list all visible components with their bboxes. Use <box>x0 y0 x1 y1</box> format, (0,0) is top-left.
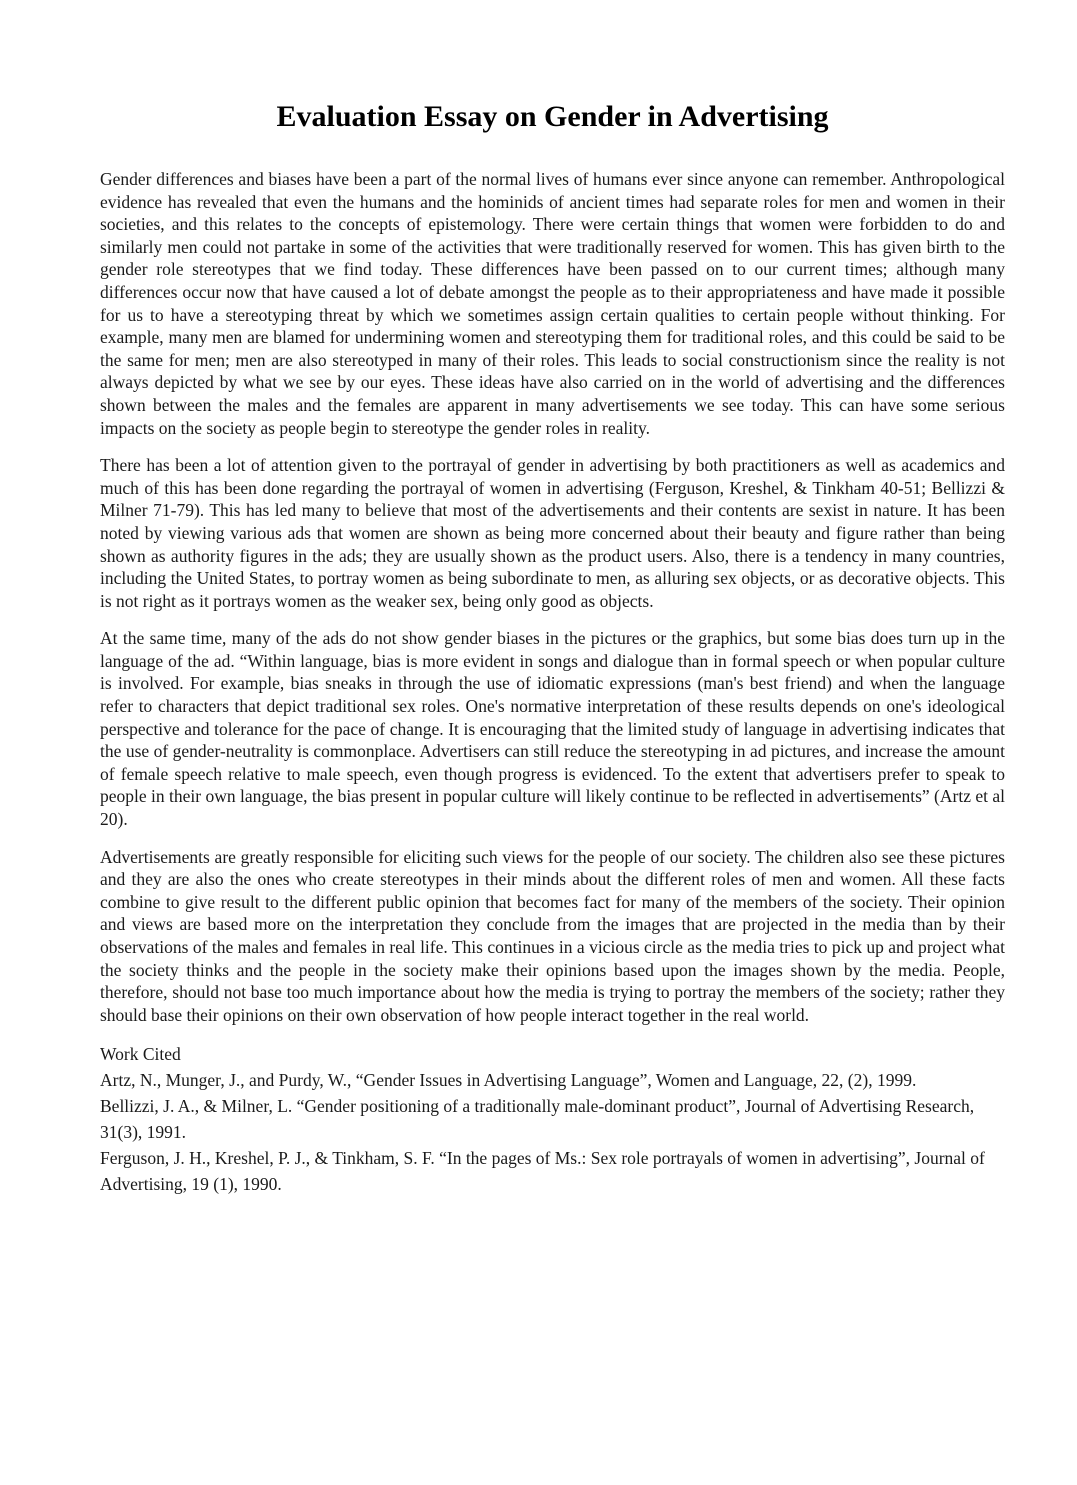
work-cited-entry-artz: Artz, N., Munger, J., and Purdy, W., “Gender Issues in Advertising Language”, Women and Language, 22, (2), 1999. <box>100 1070 917 1091</box>
essay-title: Evaluation Essay on Gender in Advertising <box>276 100 829 133</box>
work-cited-entry-ferguson: Ferguson, J. H., Kreshel, P. J., & Tinkham, S. F. “In the pages of Ms.: Sex role portrayals of women in advertising”, Journal of Advertising, 19 (1), 1990. <box>100 1148 985 1195</box>
essay-paragraph-intro: Gender differences and biases have been a part of the normal lives of humans ever since anyone can remember. Anthropological evidence has revealed that even the humans and the hominids of ancient times had separate roles for men and women in their societies, and this relates to the concepts of epistemology. There were certain things that women were forbidden to do and similarly men could not partake in some of the activities that were traditionally reserved for women. This has given birth to the gender role stereotypes that we find today. These differences have been passed on to our current times; although many differences occur now that have caused a lot of debate amongst the people as to their appropriateness and have made it possible for us to have a stereotyping threat by which we sometimes assign certain qualities to certain people without thinking. For example, many men are blamed for undermining women and stereotyping them for traditional roles, and this could be said to be the same for men; men are also stereotyped in many of their roles. This leads to social constructionism since the reality is not always depicted by what we see by our eyes. These ideas have also carried on in the world of advertising and the differences shown between the males and the females are apparent in many advertisements we see today. This can have some serious impacts on the society as people begin to stereotype the gender roles in reality. <box>100 169 1005 438</box>
essay-paragraph-portrayal: There has been a lot of attention given to the portrayal of gender in advertising by both practitioners as well as academics and much of this has been done regarding the portrayal of women in advertising (Ferguson, Kreshel, & Tinkham 40-51; Bellizzi & Milner 71-79). This has led many to believe that most of the advertisements and their contents are sexist in nature. It has been noted by viewing various ads that women are shown as being more concerned about their beauty and figure rather than being shown as authority figures in the ads; they are usually shown as the product users. Also, there is a tendency in many countries, including the United States, to portray women as being subordinate to men, as alluring sex objects, or as decorative objects. This is not right as it portrays women as the weaker sex, being only good as objects. <box>100 455 1005 611</box>
essay-paragraph-language-bias: At the same time, many of the ads do not show gender biases in the pictures or the graphics, but some bias does turn up in the language of the ad. “Within language, bias is more evident in songs and dialogue than in formal speech or when popular culture is involved. For example, bias sneaks in through the use of idiomatic expressions (man's best friend) and when the language refer to characters that depict traditional sex roles. One's normative interpretation of these results depends on one's ideological perspective and tolerance for the pace of change. It is encouraging that the limited study of language in advertising indicates that the use of gender-neutrality is commonplace. Advertisers can still reduce the stereotyping in ad pictures, and increase the amount of female speech relative to male speech, even though progress is evidenced. To the extent that advertisers prefer to speak to people in their own language, the bias present in popular culture will likely continue to be reflected in advertisements” (Artz et al 20). <box>100 628 1005 830</box>
work-cited-entry-bellizzi: Bellizzi, J. A., & Milner, L. “Gender positioning of a traditionally male-dominant product”, Journal of Advertising Research, 31(3), 1991. <box>100 1096 975 1143</box>
essay-paragraph-conclusion: Advertisements are greatly responsible for eliciting such views for the people of our society. The children also see these pictures and they are also the ones who create stereotypes in their minds about the different roles of men and women. All these facts combine to give result to the different public opinion that becomes fact for many of the members of the society. Their opinion and views are based more on the interpretation they conclude from the images that are projected in the media than by their observations of the males and females in real life. This continues in a vicious circle as the media tries to pick up and project what the society thinks and the people in the society make their opinions based upon the images shown by the media. People, therefore, should not base too much importance about how the media is trying to portray the members of the society; rather they should base their opinions on their own observation of how people interact together in the real world. <box>100 846 1005 1025</box>
work-cited-section <box>100 1041 1005 1197</box>
work-cited-heading: Work Cited <box>100 1044 181 1065</box>
